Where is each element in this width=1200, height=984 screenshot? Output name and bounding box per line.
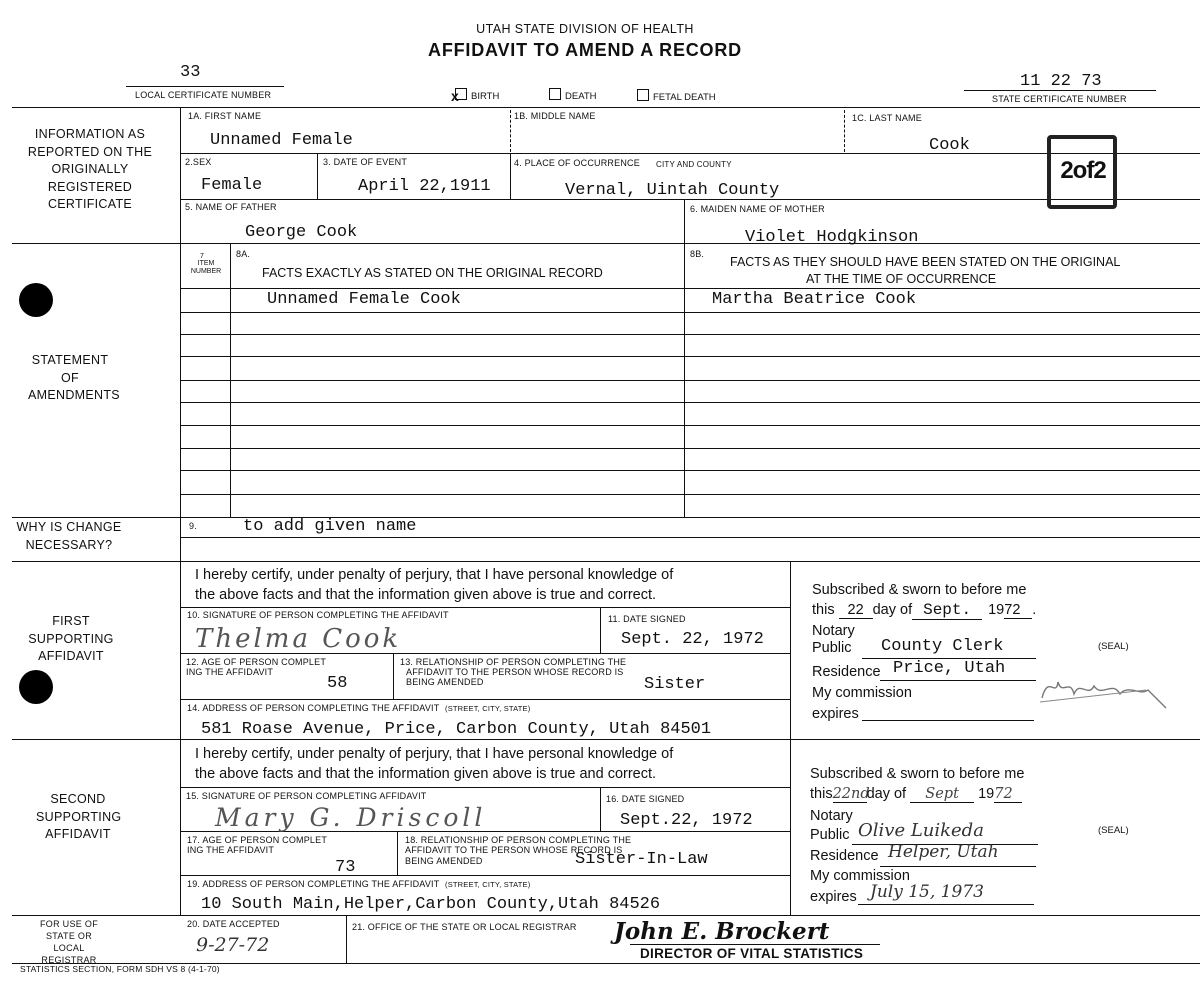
death-checkbox — [549, 88, 597, 102]
father-label: 5. NAME OF FATHER — [185, 202, 277, 212]
first-notary-label-2: Public — [812, 640, 852, 656]
rule-first-top — [12, 561, 1200, 562]
amend-row-line — [180, 402, 1200, 403]
local-certificate-label: LOCAL CERTIFICATE NUMBER — [135, 90, 272, 100]
rule-1a-1b — [510, 110, 511, 152]
first-signature-label: 10. SIGNATURE OF PERSON COMPLETING THE AFFIDAVIT — [187, 610, 449, 620]
amend-row-line — [180, 494, 1200, 495]
first-relationship-value: Sister — [644, 675, 706, 694]
first-age-label-1: 12. AGE OF PERSON COMPLET — [186, 657, 327, 667]
form-title: AFFIDAVIT TO AMEND A RECORD — [428, 40, 742, 60]
item-number-num: 7 — [200, 253, 204, 260]
amend-row-line — [180, 380, 1200, 381]
col-8b-heading-line1: FACTS AS THEY SHOULD HAVE BEEN STATED ON THE ORIGINAL — [730, 255, 1121, 269]
mother-label: 6. MAIDEN NAME OF MOTHER — [690, 204, 825, 214]
place-label: 4. PLACE OF OCCURRENCE — [514, 158, 640, 168]
first-address-sublabel: (STREET, CITY, STATE) — [445, 704, 531, 713]
first-expires-line — [862, 720, 1034, 721]
second-rel-label-3: BEING AMENDED — [405, 856, 483, 866]
first-notary-sworn: Subscribed & sworn to before me — [812, 582, 1027, 598]
place-sublabel: CITY AND COUNTY — [656, 160, 732, 169]
col-8b-heading-line2: AT THE TIME OF OCCURRENCE — [806, 272, 997, 286]
rule-why-top — [12, 517, 1200, 518]
page-stamp — [1047, 135, 1117, 209]
second-residence-line — [880, 866, 1036, 867]
first-residence-value: Price, Utah — [893, 659, 1006, 678]
second-date-label: 16. DATE SIGNED — [606, 794, 685, 804]
second-notary-month: Sept — [910, 786, 974, 803]
second-notary-public-value: Olive Luikeda — [858, 820, 984, 841]
amend-row-line — [180, 425, 1200, 426]
first-age-label-2: ING THE AFFIDAVIT — [186, 667, 274, 677]
rule-second-sig-top — [180, 787, 790, 788]
rule-second-addr-top — [180, 875, 790, 876]
first-name-label: 1A. FIRST NAME — [188, 111, 262, 121]
state-certificate-number: 11 22 73 — [1020, 72, 1102, 91]
punch-hole-top — [19, 283, 53, 317]
second-relationship-value: Sister-In-Law — [575, 850, 708, 869]
col-8b-number: 8B. — [690, 249, 705, 259]
middle-name-label: 1B. MIDDLE NAME — [514, 111, 596, 121]
rule-sex-date — [317, 153, 318, 199]
first-notary-label-1: Notary — [812, 623, 855, 639]
second-address-sublabel: (STREET, CITY, STATE) — [445, 880, 531, 889]
first-name-value: Unnamed Female — [210, 131, 353, 150]
corrected-fact-value: Martha Beatrice Cook — [712, 290, 917, 309]
rule-date-place — [510, 153, 511, 199]
agency-name: UTAH STATE DIVISION OF HEALTH — [476, 22, 694, 36]
amend-row-line — [180, 448, 1200, 449]
side-label-second: SECOND SUPPORTING AFFIDAVIT — [36, 792, 122, 841]
first-notary-this: this — [812, 602, 835, 618]
second-notary-label-1: Notary — [810, 808, 853, 824]
rule-why-mid — [180, 537, 1200, 538]
first-signature: Thelma Cook — [195, 624, 402, 654]
first-rel-label-1: 13. RELATIONSHIP OF PERSON COMPLETING THE — [400, 657, 627, 667]
fetal-death-checkbox — [637, 89, 716, 103]
first-certify-line1: I hereby certify, under penalty of perjury, that I have personal knowledge of — [195, 567, 674, 583]
rule-first-notary — [790, 561, 791, 739]
checkbox-fetal-box — [637, 89, 649, 101]
second-notary-sworn: Subscribed & sworn to before me — [810, 766, 1025, 782]
date-of-event-value: April 22,1911 — [358, 177, 491, 196]
state-cert-line — [964, 90, 1156, 91]
checkbox-death-label: DEATH — [565, 91, 597, 102]
first-expires-label: expires — [812, 706, 859, 722]
first-address-label: 14. ADDRESS OF PERSON COMPLETING THE AFFIDAVIT — [187, 703, 440, 713]
second-notary-year-prefix: 19 — [978, 786, 995, 802]
second-age-value: 73 — [335, 858, 356, 877]
amend-row-line — [180, 312, 1200, 313]
local-cert-line — [126, 86, 284, 87]
checkbox-fetal-label: FETAL DEATH — [653, 92, 716, 103]
first-notary-dayof: day of — [872, 602, 913, 618]
first-residence-line — [880, 680, 1036, 681]
second-address-label: 19. ADDRESS OF PERSON COMPLETING THE AFFIDAVIT — [187, 879, 440, 889]
col-8a-number: 8A. — [236, 249, 251, 259]
rule-second-notary — [790, 739, 791, 915]
first-notary-scribble — [1036, 668, 1170, 714]
second-residence-label: Residence — [810, 848, 879, 864]
first-notary-public-value: County Clerk — [881, 637, 1004, 656]
first-date-value: Sept. 22, 1972 — [621, 630, 764, 649]
sex-value: Female — [201, 176, 263, 195]
state-certificate-label: STATE CERTIFICATE NUMBER — [992, 94, 1127, 104]
rule-first-sig-top — [180, 607, 790, 608]
first-rel-label-2: AFFIDAVIT TO THE PERSON WHOSE RECORD IS — [406, 667, 624, 677]
side-label-amendments: STATEMENT OF AMENDMENTS — [28, 353, 120, 402]
why-number: 9. — [189, 521, 197, 531]
father-value: George Cook — [245, 223, 358, 242]
second-notary-day: 22nd — [832, 786, 870, 802]
date-of-event-label: 3. DATE OF EVENT — [323, 157, 408, 167]
second-expires-label: expires — [810, 889, 857, 905]
second-notary-this: this — [810, 786, 833, 802]
second-address-value: 10 South Main,Helper,Carbon County,Utah 84526 — [201, 895, 661, 914]
sex-label: 2.SEX — [185, 157, 212, 167]
rule-first-age-rel — [393, 653, 394, 699]
second-certify-line1: I hereby certify, under penalty of perjury, that I have personal knowledge of — [195, 746, 674, 762]
second-commission-label: My commission — [810, 868, 910, 884]
registrar-signature-line — [630, 944, 880, 945]
first-address-value: 581 Roase Avenue, Price, Carbon County, Utah 84501 — [201, 720, 712, 739]
punch-hole-bottom — [19, 670, 53, 704]
side-label-registrar: FOR USE OF STATE OR LOCAL REGISTRAR — [39, 919, 98, 965]
amend-row-line — [180, 470, 1200, 471]
rule-registrar-col — [346, 915, 347, 963]
footer-form-id: STATISTICS SECTION, FORM SDH VS 8 (4-1-70) — [20, 964, 220, 974]
rule-label-column — [180, 107, 181, 915]
rule-top — [12, 107, 1200, 108]
checkbox-death-box — [549, 88, 561, 100]
second-expires-value: July 15, 1973 — [870, 882, 984, 902]
col-8a-heading: FACTS EXACTLY AS STATED ON THE ORIGINAL RECORD — [262, 266, 603, 280]
second-notary-label-2: Public — [810, 827, 850, 843]
second-signature-label: 15. SIGNATURE OF PERSON COMPLETING AFFIDAVIT — [186, 791, 427, 801]
second-signature: Mary G. Driscoll — [215, 803, 487, 832]
first-notary-year: 72 — [1004, 602, 1032, 619]
first-residence-label: Residence — [812, 664, 881, 680]
rule-first-sig-date — [600, 607, 601, 653]
amend-row-line — [180, 334, 1200, 335]
first-rel-label-3: BEING AMENDED — [406, 677, 484, 687]
first-notary-month: Sept. — [912, 601, 982, 620]
item-number-label: ITEM NUMBER — [190, 260, 222, 275]
rule-registrar-top — [12, 915, 1200, 916]
date-accepted-label: 20. DATE ACCEPTED — [187, 919, 280, 929]
why-value: to add given name — [243, 517, 417, 536]
side-label-first: FIRST SUPPORTING AFFIDAVIT — [28, 614, 114, 663]
second-expires-line — [858, 904, 1034, 905]
second-rel-label-1: 18. RELATIONSHIP OF PERSON COMPLETING THE — [405, 835, 632, 845]
amend-row-line — [180, 288, 1200, 289]
birth-checkbox — [455, 88, 499, 102]
local-certificate-number: 33 — [180, 63, 201, 82]
first-notary-year-prefix: 19 — [988, 602, 1005, 618]
second-notary-year: 72 — [994, 786, 1022, 803]
rule-father-mother — [684, 199, 685, 243]
second-age-label-2: ING THE AFFIDAVIT — [187, 845, 275, 855]
registrar-office-label: 21. OFFICE OF THE STATE OR LOCAL REGISTRAR — [352, 922, 577, 932]
second-age-label-1: 17. AGE OF PERSON COMPLET — [187, 835, 328, 845]
last-name-label: 1C. LAST NAME — [852, 113, 922, 123]
first-notary-day-line: this 22 day of Sept. 1972 . — [812, 601, 1037, 619]
first-notary-day: 22 — [839, 602, 873, 619]
first-commission-label: My commission — [812, 685, 912, 701]
page-stamp-text: 2of2 — [1060, 157, 1106, 184]
side-label-why: WHY IS CHANGE NECESSARY? — [16, 520, 122, 552]
date-accepted-value: 9-27-72 — [196, 934, 270, 956]
checkbox-birth-label: BIRTH — [471, 91, 500, 102]
first-seal-label: (SEAL) — [1098, 641, 1129, 652]
first-age-value: 58 — [327, 674, 348, 693]
rule-second-top — [12, 739, 1200, 740]
rule-second-age-rel — [397, 831, 398, 875]
original-fact-value: Unnamed Female Cook — [267, 290, 461, 309]
rule-first-addr-top — [180, 699, 790, 700]
second-certify-line2: the above facts and that the information given above is true and correct. — [195, 766, 657, 782]
side-label-info: INFORMATION AS REPORTED ON THE ORIGINALLY REGISTERED CERTIFICATE — [27, 127, 153, 211]
rule-1b-1c — [844, 110, 845, 152]
first-certify-line2: the above facts and that the information given above is true and correct. — [195, 587, 657, 603]
first-date-label: 11. DATE SIGNED — [608, 614, 686, 624]
registrar-signature: John E. Brockert — [614, 918, 830, 945]
second-rel-label-2: AFFIDAVIT TO THE PERSON WHOSE RECORD IS — [405, 845, 623, 855]
place-value: Vernal, Uintah County — [565, 181, 780, 200]
second-notary-dayof: day of — [866, 786, 907, 802]
birth-check-mark: x — [451, 88, 459, 104]
second-seal-label: (SEAL) — [1098, 825, 1129, 836]
amend-row-line — [180, 356, 1200, 357]
registrar-title: DIRECTOR OF VITAL STATISTICS — [640, 946, 864, 961]
second-notary-day-line — [810, 786, 1022, 803]
rule-second-sig-date — [600, 787, 601, 831]
second-residence-value: Helper, Utah — [888, 842, 999, 862]
second-date-value: Sept.22, 1972 — [620, 811, 753, 830]
last-name-value: Cook — [929, 136, 970, 155]
mother-value: Violet Hodgkinson — [745, 228, 919, 247]
rule-amend-top — [12, 243, 1200, 244]
